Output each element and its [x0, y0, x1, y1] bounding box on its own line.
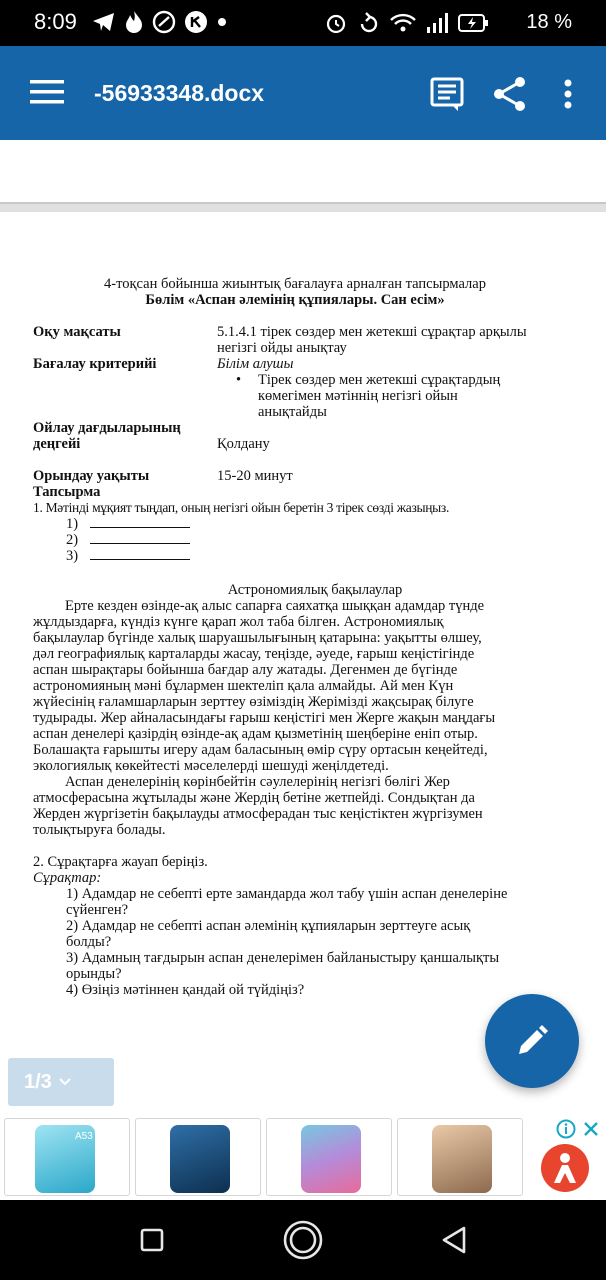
label-thinking-level-2: деңгейі: [33, 436, 81, 452]
text-title: Астрономиялық бақылаулар: [227, 582, 403, 598]
value-thinking-level: Қолдану: [217, 436, 270, 452]
pencil-icon: [515, 1024, 549, 1058]
label-thinking-level-1: Ойлау дағдыларының: [33, 420, 181, 436]
question-list: 1) Адамдар не себепті ерте замандарда жол табу үшін аспан денелеріне сүйенген? 2) Адамдар не себепті аспан әлемінің құпияларын зерттеуге асық болды? 3) Адамның тағдырын аспан денелерімен байланыстыру қаншалықты орынды? 4) Өзіңіз мәтіннен қандай ой түйдіңіз?: [66, 886, 570, 998]
value-assessment-criteria: Білім алушы: [217, 356, 294, 372]
app-bar: [0, 46, 606, 140]
ad-banner[interactable]: [0, 1112, 606, 1200]
sync-icon: [358, 11, 380, 35]
phone-image-3: [301, 1125, 361, 1193]
page-divider: [0, 202, 606, 212]
opera-icon: [152, 10, 176, 34]
edit-button[interactable]: [485, 994, 579, 1088]
blank-item-1: 1): [66, 516, 190, 532]
telegram-icon: [92, 11, 116, 33]
dot-icon: [216, 16, 228, 28]
navigation-bar: [0, 1200, 606, 1280]
phone-image-4: [432, 1125, 492, 1193]
ad-close-icon[interactable]: [582, 1120, 600, 1138]
label-learning-goal: Оқу мақсаты: [33, 324, 121, 340]
battery-percent: 18 %: [526, 11, 572, 33]
more-options-icon[interactable]: [548, 74, 588, 114]
blank-item-2: 2): [66, 532, 190, 548]
recent-apps-icon[interactable]: [140, 1228, 164, 1252]
criteria-bullet: •: [236, 372, 242, 388]
wifi-icon: [390, 13, 416, 33]
back-icon[interactable]: [440, 1225, 468, 1255]
share-icon[interactable]: [490, 74, 530, 114]
paragraph-2: Аспан денелерінің көрінбейтін сәулелерінің негізгі бөлігі Жер атмосферасына жұтылады және Жердің бетіне жетпейді. Сондықтан да Жерден жүргізетін бақылауды атмосферадан тыс кеңістіктен жүргізумен толықтыруға болады.: [33, 774, 483, 838]
question-3: 3) Адамның тағдырын аспан денелерімен байланыстыру қаншалықты: [66, 950, 500, 966]
home-icon[interactable]: [282, 1219, 324, 1261]
question-2: 2) Адамдар не себепті аспан әлемінің құпияларын зерттеуге асық: [66, 918, 471, 934]
document-header-area: [0, 140, 606, 202]
questions-label: Сұрақтар:: [33, 870, 102, 886]
battery-icon: [458, 13, 488, 33]
app-icon: [184, 10, 208, 34]
criteria-line-1: Тірек сөздер мен жетекші сұрақтардың: [258, 372, 501, 388]
heading-line-1: 4-тоқсан бойынша жиынтық бағалауға арналған тапсырмалар: [104, 276, 486, 292]
alarm-icon: [324, 11, 348, 35]
blank-item-3: 3): [66, 548, 190, 564]
status-bar: [0, 0, 606, 46]
label-duration: Орындау уақыты: [33, 468, 150, 484]
task-1-text: 1. Мәтінді мұқият тыңдап, оның негізгі ойын беретін 3 тірек сөзді жазыңыз.: [33, 500, 450, 515]
value-learning-goal-2: негізгі ойды анықтау: [217, 340, 347, 356]
document-page[interactable]: [0, 212, 606, 1118]
menu-icon[interactable]: [30, 78, 64, 106]
reader-mode-icon[interactable]: [428, 74, 468, 114]
question-1: 1) Адамдар не себепті ерте замандарда жол табу үшін аспан денелеріне: [66, 886, 508, 902]
page-indicator[interactable]: 1/3: [8, 1058, 114, 1106]
task-label: Тапсырма: [33, 484, 101, 500]
paragraph-1: Ерте кезден өзінде-ақ алыс сапарға саяхатқа шыққан адамдар түнде жұлдыздарға, күндіз күнге қарап жол таба білген. Астрономиялық бақылаулар бүгінде халық шаруашылығының қатарына: уақытты өлшеу, дәл географиялық карталарды жасау, теңізде, әуеде, ғарыш кеңістігінде аспан шырақтары бойынша бағдар алу жатады. Дегенмен де бүгінде астрономияның мәні бұлармен шектеліп қала алмайды. Ай мен Күн жүйесінің ғаламшарларын зерттеу өзіміздің Жерімізді жақсырақ білуге тудырады. Жер айналасындағы ғарыш кеңістігі мен Жерге жақын маңдағы аспан денелері қазірдің өзінде-ақ адам қызметінің шеңберіне еніп отыр. Болашақта ғарышты игеру адам баласының өмір сүру ортасын кеңейтеді, экологиялық көкейтесті мәселелерді шешуді жеңілдетеді.: [33, 598, 496, 774]
task-2-text: 2. Сұрақтарға жауап беріңіз.: [33, 854, 208, 870]
criteria-line-3: анықтайды: [258, 404, 327, 420]
phone-model-label: A53: [75, 1131, 93, 1142]
status-time: 8:09: [34, 9, 77, 34]
document-title: -56933348.docx: [94, 80, 265, 106]
ad-card-3[interactable]: [266, 1118, 392, 1196]
ad-info-icon[interactable]: [556, 1119, 576, 1139]
advertiser-logo-icon[interactable]: [540, 1143, 590, 1193]
signal-icon: [426, 13, 448, 33]
question-4: 4) Өзіңіз мәтіннен қандай ой түйдіңіз?: [66, 982, 305, 998]
heading-line-2: Бөлім «Аспан әлемінің құпиялары. Сан есім»: [145, 292, 445, 308]
value-duration: 15-20 минут: [217, 468, 293, 484]
fire-icon: [124, 10, 144, 34]
ad-card-4[interactable]: [397, 1118, 523, 1196]
ad-card-2[interactable]: [135, 1118, 261, 1196]
ad-card-1[interactable]: [4, 1118, 130, 1196]
criteria-line-2: көмегімен мәтіннің негізгі ойын: [258, 388, 458, 404]
phone-image-2: [170, 1125, 230, 1193]
value-learning-goal-1: 5.1.4.1 тірек сөздер мен жетекші сұрақтар арқылы: [217, 324, 527, 340]
label-assessment-criteria: Бағалау критерийі: [33, 356, 157, 372]
chevron-down-icon: [58, 1077, 72, 1087]
